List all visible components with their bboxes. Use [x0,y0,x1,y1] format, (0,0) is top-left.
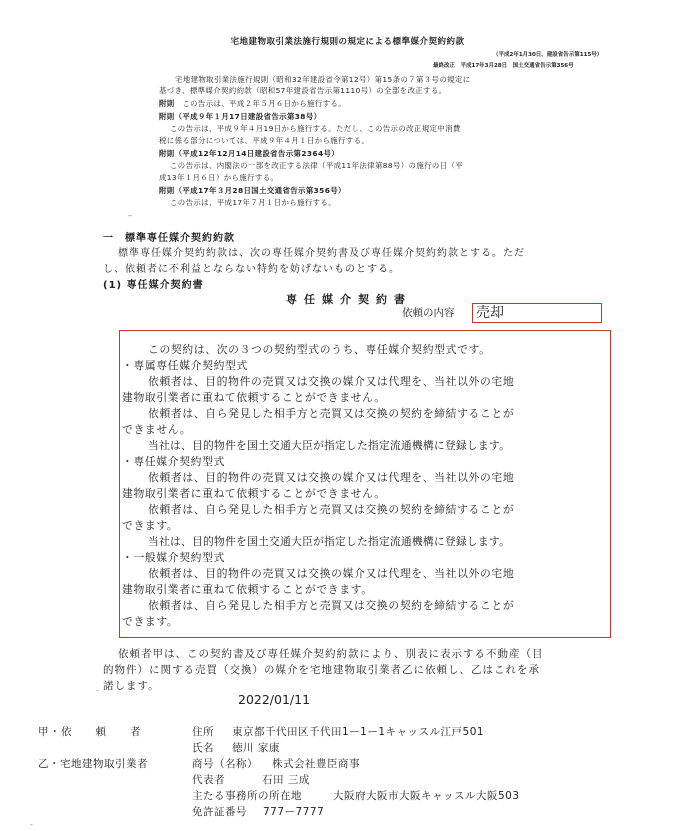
broker-label: 乙・宅地建物取引業者 [38,758,148,770]
section-intro-line: し、依頼者に不利益とならない特約を妨げないものとする。 [103,264,400,275]
license-label: 免許証番号 [192,806,247,818]
note-label: 附則 [159,186,175,195]
box-line: 依頼者は、目的物件の売買又は交換の媒介又は代理を、当社以外の宅地 [148,567,515,580]
supplementary-note-heading [159,111,321,122]
box-line: 依頼者は、目的物件の売買又は交換の媒介又は代理を、当社以外の宅地 [148,375,515,388]
agreement-line: 諾します。 [103,680,160,692]
agreement-line: 的物件）に関する売買（交換）の媒介を宅地建物取引業者乙に依頼し、乙はこれを承 [103,664,540,676]
address-label: 住所 [192,726,214,738]
section-heading: 一 標準専任媒介契約約款 [103,233,235,244]
note-text: この告示は、平成２年５月６日から施行する。 [182,99,346,108]
box-line: ・専任媒介契約型式 [122,455,226,468]
box-line: この契約は、次の３つの契約型式のうち、専任媒介契約型式です。 [148,343,491,356]
contract-date: 2022/01/11 [238,692,311,707]
box-line: 依頼者は、自ら発見した相手方と売買又は交換の契約を締結することが [148,599,515,612]
client-address: 東京都千代田区千代田1ー1ー1キャッスル江戸501 [232,726,485,738]
client-name: 徳川 家康 [232,742,280,754]
box-line: ・専属専任媒介契約型式 [122,359,248,372]
note-head: （平成９年１月17日建設省告示第38号） [174,112,322,121]
office-label: 主たる事務所の所在地 [192,790,302,802]
company-label: 商号（名称） [192,758,258,770]
box-line: できます。 [122,519,179,532]
note-text: この告示は、平成９年４月19日から施行する。ただし、この告示の改正規定中消費 [170,124,461,133]
note-head: （平成17年３月28日国土交通省告示第356号） [174,186,346,195]
name-label: 氏名 [192,742,214,754]
preamble-line: 基づき、標準媒介契約約款（昭和57年建設省告示第1110号）の全部を改正する。 [159,86,447,95]
stray-mark: - [30,820,33,829]
box-line: 依頼者は、自ら発見した相手方と売買又は交換の契約を締結することが [148,503,515,516]
request-content-label: 依頼の内容 [402,307,455,319]
agreement-line: 依頼者甲は、この契約書及び専任媒介契約約款により、別表に表示する不動産（目 [118,648,544,660]
note-label: 附則 [159,112,175,121]
supplementary-note [159,98,346,109]
preamble-line: 宅地建物取引業法施行規則（昭和32年建設省令第12号）第15条の７第３号の規定に [175,75,471,84]
note-text: 成13年１月６日）から施行する。 [159,173,279,182]
stray-mark: - [96,686,99,695]
box-line: 建物取引業者に重ねて依頼することができます。 [122,583,373,596]
client-label: 甲・依 頼 者 [38,726,142,738]
box-line: 当社は、目的物件を国土交通大臣が指定した指定流通機構に登録します。 [148,535,511,548]
box-line: 建物取引業者に重ねて依頼することができません。 [122,487,386,500]
broker-representative: 石田 三成 [262,774,310,786]
broker-license-number: 777ー7777 [263,806,325,818]
reference-original: （平成2年1月30日、建設省告示第115号） [493,52,603,58]
note-text: この告示は、内閣法の一部を改正する法律（平成11年法律第88号）の施行の日（平 [170,161,464,170]
note-text: この告示は、平成17年７月１日から施行する。 [170,198,337,207]
box-line: 依頼者は、目的物件の売買又は交換の媒介又は代理を、当社以外の宅地 [148,471,515,484]
supplementary-note-heading [159,148,339,159]
subsection-heading: (1) 専任媒介契約書 [103,280,204,291]
box-line: ・一般媒介契約型式 [122,551,226,564]
broker-company: 株式会社豊臣商事 [272,758,360,770]
note-label: 附則 [159,149,175,158]
section-intro-line: 標準専任媒介契約約款は、次の専任媒介契約書及び専任媒介契約約款とする。ただ [118,248,525,259]
box-line: できます。 [122,615,179,628]
box-line: 当社は、目的物件を国土交通大臣が指定した指定流通機構に登録します。 [148,439,511,452]
representative-label: 代表者 [192,774,225,786]
contract-title: 専任媒介契約書 [286,293,412,306]
note-text: 税に係る部分については、平成９年４月１日から施行する。 [159,136,370,145]
request-content-value: 売却 [476,305,504,321]
document-title: 宅地建物取引業法施行規則の規定による標準媒介契約約款 [230,37,465,47]
note-head: （平成12年12月14日建設省告示第2364号） [174,149,340,158]
supplementary-note-heading [159,185,346,196]
reference-amendment: 最終改正 平成17年3月28日 国土交通省告示第356号 [433,63,574,69]
box-line: できません。 [122,423,192,436]
box-line: 依頼者は、自ら発見した相手方と売買又は交換の契約を締結することが [148,407,515,420]
note-label: 附則 [159,99,175,108]
stray-mark: _ [128,207,132,216]
box-line: 建物取引業者に重ねて依頼することができません。 [122,391,386,404]
broker-office-address: 大阪府大阪市大阪キャッスル大阪503 [333,790,520,802]
